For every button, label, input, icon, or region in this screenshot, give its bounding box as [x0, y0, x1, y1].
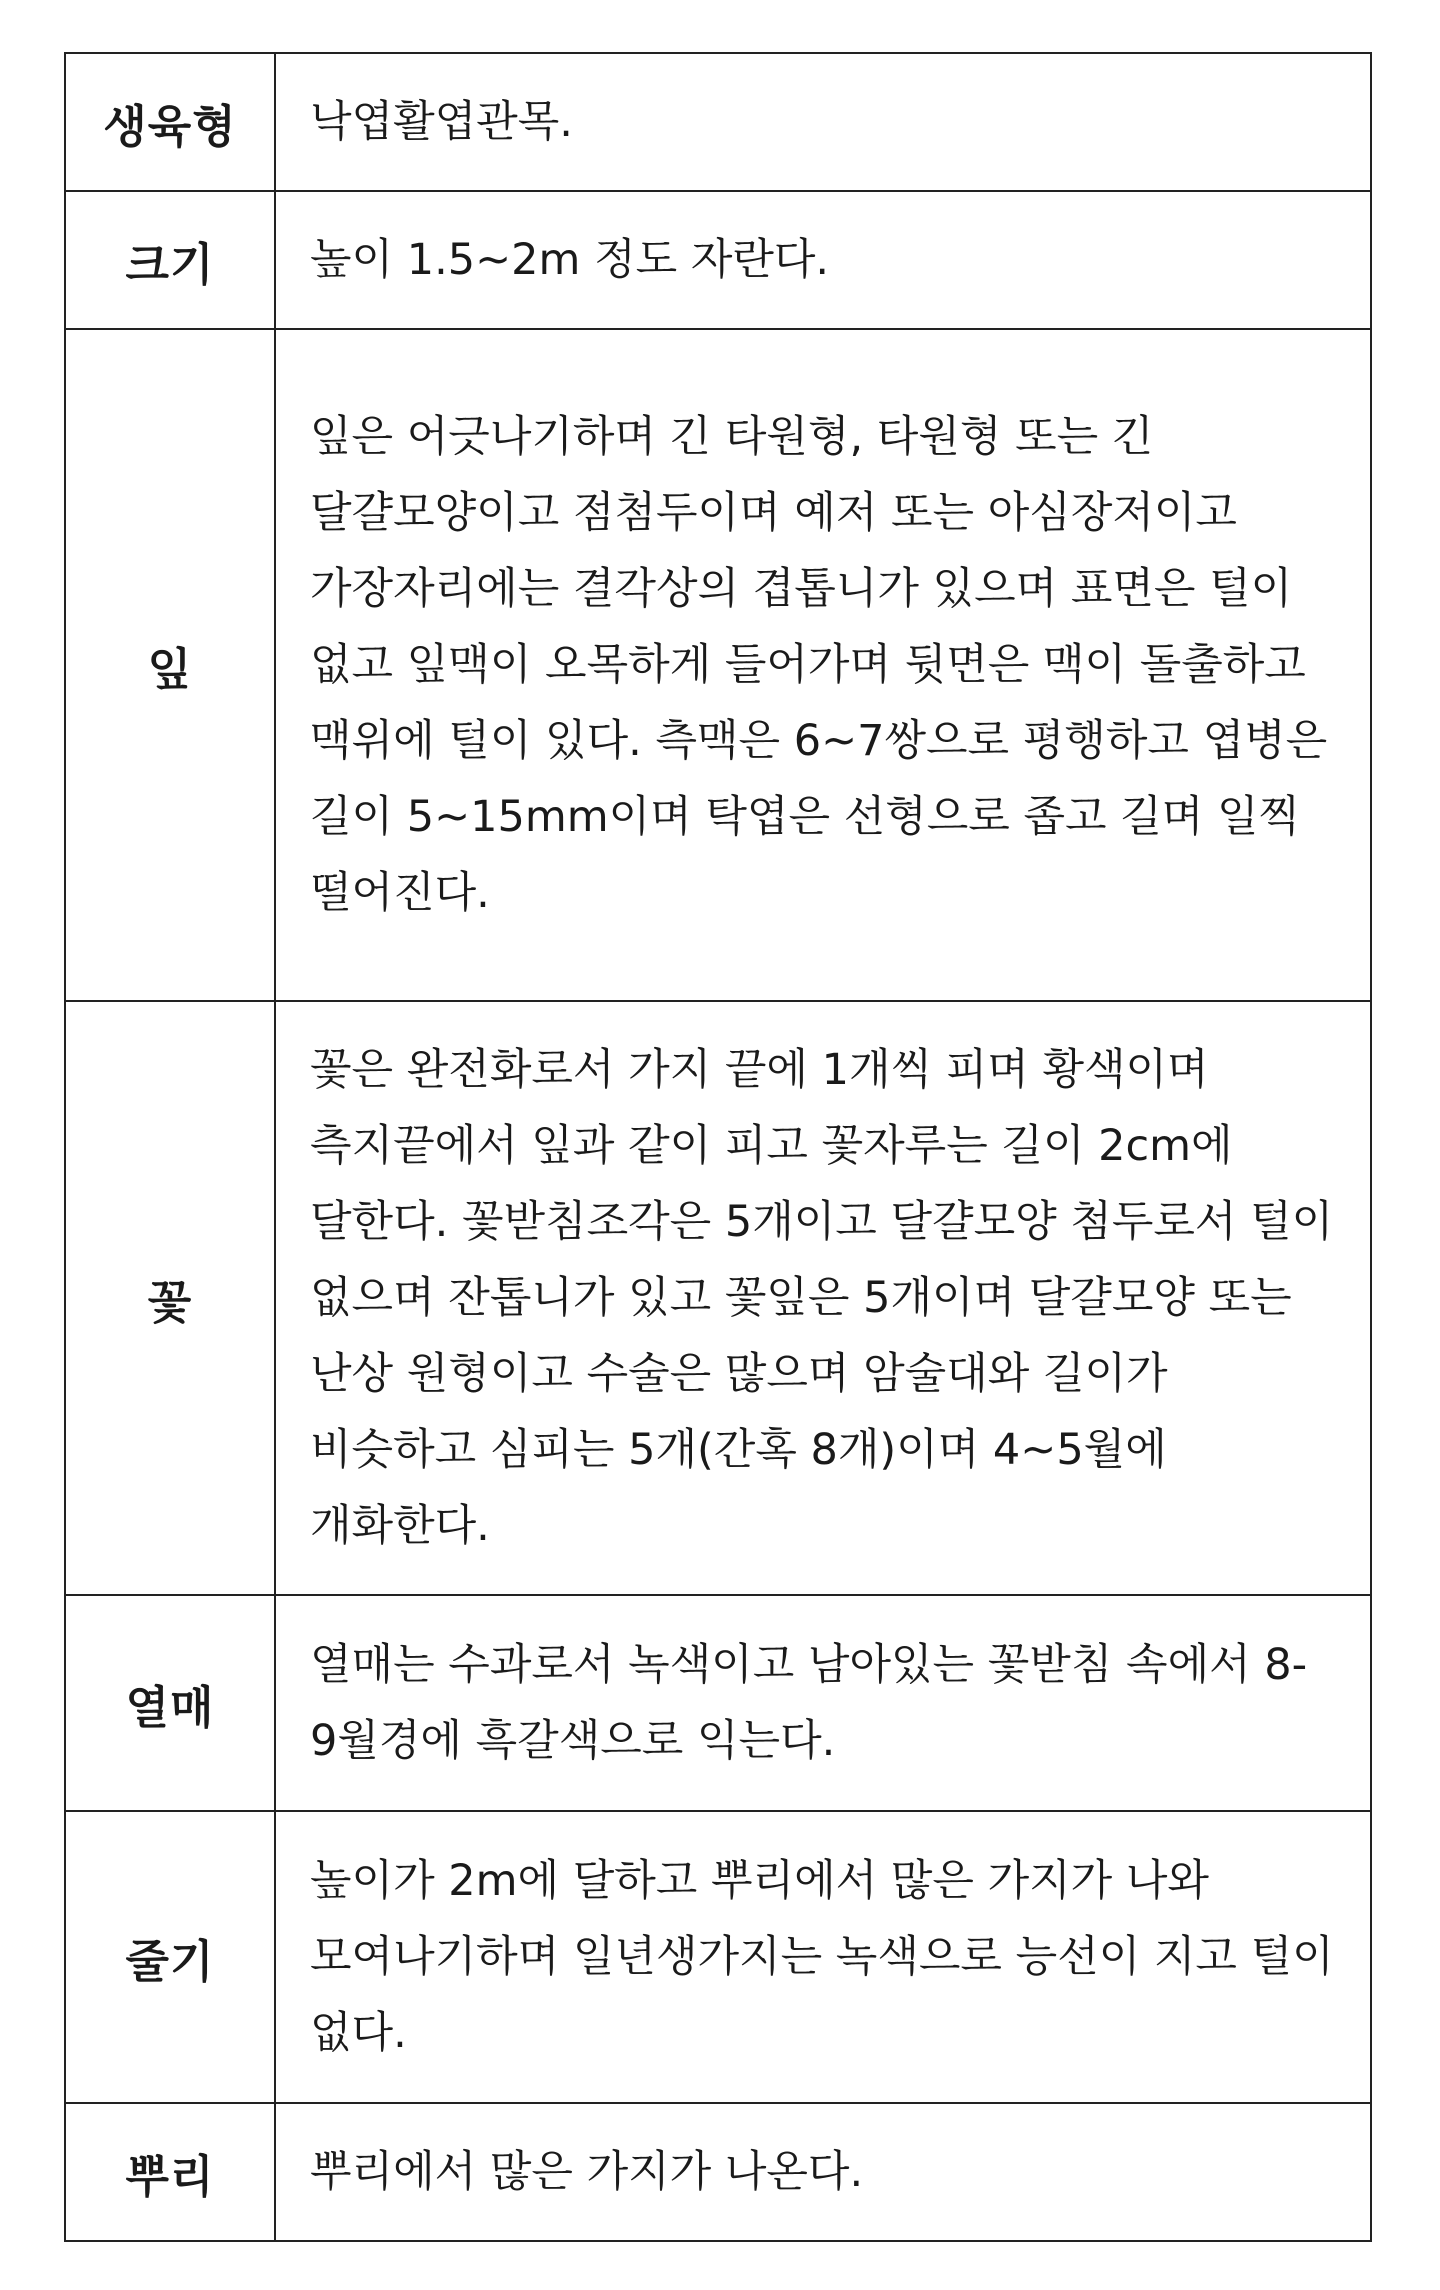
table-row-growth-form	[65, 53, 1371, 191]
table-row-stem	[65, 1811, 1371, 2103]
row-label-leaf: 잎	[65, 329, 275, 1001]
row-label-flower: 꽃	[65, 1001, 275, 1595]
table-row-size	[65, 191, 1371, 329]
row-value-size: 높이 1.5~2m 정도 자란다.	[275, 191, 1371, 329]
row-value-root: 뿌리에서 많은 가지가 나온다.	[275, 2103, 1371, 2241]
row-label-growth-form: 생육형	[65, 53, 275, 191]
row-value-stem: 높이가 2m에 달하고 뿌리에서 많은 가지가 나와 모여나기하며 일년생가지는 녹색으로 능선이 지고 털이 없다.	[275, 1811, 1371, 2103]
row-value-growth-form: 낙엽활엽관목.	[275, 53, 1371, 191]
plant-info-table	[64, 52, 1372, 2242]
row-value-leaf: 잎은 어긋나기하며 긴 타원형, 타원형 또는 긴 달걀모양이고 점첨두이며 예저 또는 아심장저이고 가장자리에는 결각상의 겹톱니가 있으며 표면은 털이 없고 잎맥이 오목하게 들어가며 뒷면은 맥이 돌출하고 맥위에 털이 있다. 측맥은 6~7쌍으로 평행하고 엽병은 길이 5~15mm이며 탁엽은 선형으로 좁고 길며 일찍 떨어진다.	[275, 329, 1371, 1001]
row-label-fruit: 열매	[65, 1595, 275, 1811]
table-row-fruit	[65, 1595, 1371, 1811]
table-row-leaf	[65, 329, 1371, 1001]
row-value-fruit: 열매는 수과로서 녹색이고 남아있는 꽃받침 속에서 8-9월경에 흑갈색으로 익는다.	[275, 1595, 1371, 1811]
row-label-size: 크기	[65, 191, 275, 329]
row-value-flower: 꽃은 완전화로서 가지 끝에 1개씩 피며 황색이며 측지끝에서 잎과 같이 피고 꽃자루는 길이 2cm에 달한다. 꽃받침조각은 5개이고 달걀모양 첨두로서 털이 없으며 잔톱니가 있고 꽃잎은 5개이며 달걀모양 또는 난상 원형이고 수술은 많으며 암술대와 길이가 비슷하고 심피는 5개(간혹 8개)이며 4~5월에 개화한다.	[275, 1001, 1371, 1595]
table-row-flower	[65, 1001, 1371, 1595]
table-row-root	[65, 2103, 1371, 2241]
row-label-stem: 줄기	[65, 1811, 275, 2103]
row-label-root: 뿌리	[65, 2103, 275, 2241]
